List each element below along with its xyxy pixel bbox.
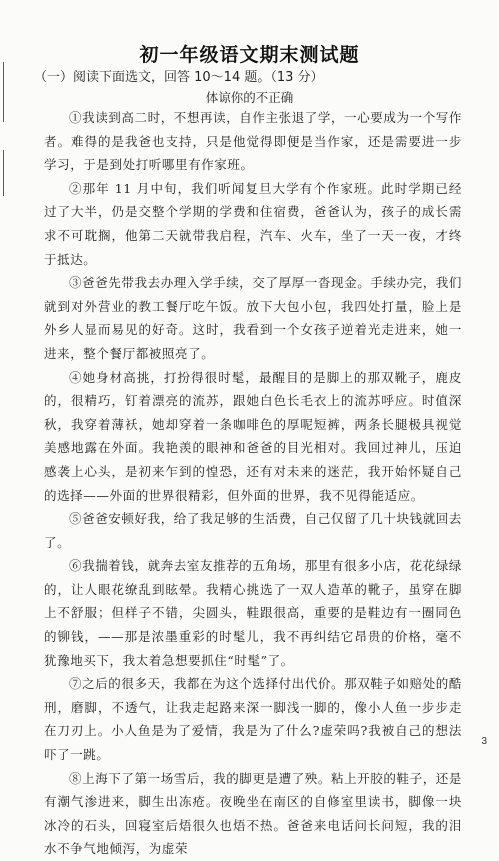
margin-binding-mark	[3, 150, 4, 196]
exam-title: 初一年级语文期末测试题	[139, 44, 360, 66]
paragraph-3: ③爸爸先带我去办理入学手续，交了厚厚一沓现金。手续办完，我们就到对外营业的教工餐厅吃午饭。放下大包小包，我四处打量，脸上是外乡人显而易见的好奇。这时，我看到一个女孩子逆着光走进来，她一进来，整个餐厅都被照亮了。	[44, 275, 463, 361]
paragraph-6: ⑥我揣着钱，就奔去室友推荐的五角场，那里有很多小店，花花绿绿的，让人眼花缭乱到眩晕。我精心挑选了一双人造革的靴子，虽穿在脚上不舒服；但样子不错，尖圆头，鞋跟很高，重要的是鞋边有一圈同色的铆钱，——那是浓墨重彩的时髦儿，我不再纠结它昂贵的价格，毫不犹豫地买下，我太着急想要抓住“时髦”了。	[44, 558, 463, 668]
paragraph-4: ④她身材高挑，打扮得很时髦，最醒目的是脚上的那双靴子，鹿皮的，很精巧，钉着漂亮的流苏，跟她白色长毛衣上的流苏呼应。时值深秋，我穿着薄袄，她却穿着一条咖啡色的厚呢短裤，两条长腿极具视觉美感地露在外面。我艳羡的眼神和爸爸的目光相对。我回过神儿，压迫感袭上心头，是初来乍到的惶恐，还有对未来的迷茫，我开始怀疑自己的选择——外面的世界很精彩，但外面的世界，我不见得能适应。	[44, 369, 462, 503]
page-number: 3	[481, 736, 487, 747]
article-body	[44, 106, 462, 861]
paragraph-2: ②那年 11 月中旬，我们听闻复旦大学有个作家班。此时学期已经过了大半，仍是交整个学期的学费和住宿费，爸爸认为，孩子的成长需求不可耽搁，他第二天就带我启程，汽车、火车，坐了一天一夜，才终于抵达。	[44, 180, 462, 267]
paragraph-1: ①我读到高二时，不想再读，自作主张退了学，一心要成为一个写作者。难得的是我爸也支持，只是他觉得即便是当作家，还是需要进一步学习，于是到处打听哪里有作家班。	[44, 110, 463, 173]
paragraph-8: ⑧上海下了第一场雪后，我的脚更是遭了殃。粘上开胶的鞋子，还是有潮气渗进来，脚生出冻疮。夜晚坐在南区的自修室里读书，脚像一块冰冷的石头，回寝室后焐很久也焐不热。爸爸来电话问长问短，我的泪水不争气地倾泻，为虚荣	[44, 770, 463, 857]
paragraph-5: ⑤爸爸安顿好我，给了我足够的生活费，自己仅留了几十块钱就回去了。	[44, 511, 463, 550]
section-heading: （一）阅读下面选文，回答 10～14 题。（13 分）	[34, 70, 324, 85]
paragraph-7: ⑦之后的很多天，我都在为这个选择付出代价。那双鞋子如赔处的酷刑，磨脚，不透气，让我走起路来深一脚浅一脚的，像小人鱼一步步走在刀刃上。小人鱼是为了爱情，我是为了什么?虚荣吗?我被自己的想法吓了一跳。	[44, 676, 463, 763]
article-title: 体谅你的不正确	[205, 90, 294, 105]
